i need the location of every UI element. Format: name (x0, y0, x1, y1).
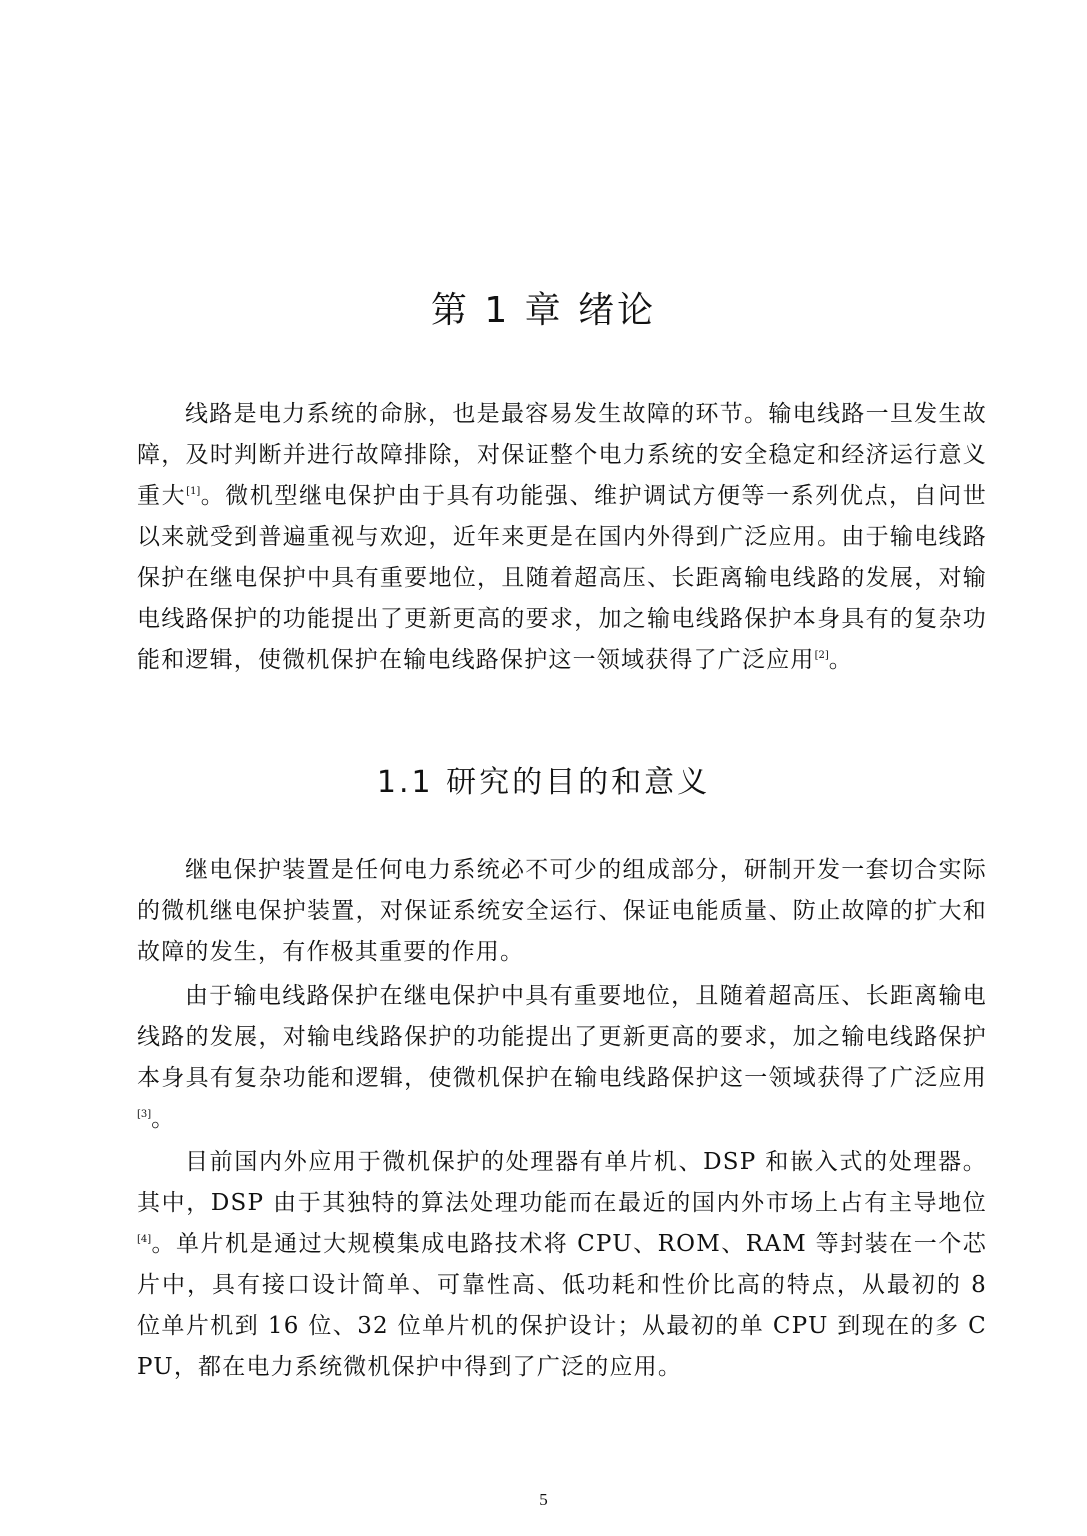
intro-text-1: 线路是电力系统的命脉，也是最容易发生故障的环节。输电线路一旦发生故障，及时判断并进行故障排除，对保证整个电力系统的安全稳定和经济运行意义重大 (137, 401, 987, 509)
intro-text-3: 。 (828, 647, 853, 673)
section-paragraph-3 (137, 1142, 987, 1388)
section-paragraph-2-text: 由于输电线路保护在继电保护中具有重要地位，且随着超高压、长距离输电线路的发展，对输电线路保护的功能提出了更新更高的要求，加之输电线路保护本身具有复杂功能和逻辑，使微机保护在输电线路保护这一领域获得了广泛应用 (137, 983, 987, 1091)
citation-2: [2] (814, 650, 829, 661)
citation-1: [1] (186, 486, 201, 497)
intro-paragraph (137, 394, 987, 681)
page-number: 5 (539, 1490, 548, 1509)
section-paragraph-3-text-1: 目前国内外应用于微机保护的处理器有单片机、DSP 和嵌入式的处理器。其中，DSP 由于其独特的算法处理功能而在最近的国内外市场上占有主导地位 (137, 1149, 987, 1216)
intro-text-2: 。微机型继电保护由于具有功能强、维护调试方便等一系列优点，自问世以来就受到普遍重视与欢迎，近年来更是在国内外得到广泛应用。由于输电线路保护在继电保护中具有重要地位，且随着超高压、长距离输电线路的发展，对输电线路保护的功能提出了更新更高的要求，加之输电线路保护本身具有的复杂功能和逻辑，使微机保护在输电线路保护这一领域获得了广泛应用 (137, 483, 987, 673)
section-paragraph-2-end: 。 (151, 1106, 176, 1132)
chapter-title: 第 1 章 绪论 (430, 290, 657, 331)
citation-3: [3] (137, 1109, 152, 1120)
citation-4: [4] (137, 1234, 152, 1245)
section-title: 1.1 研究的目的和意义 (376, 765, 711, 800)
section-paragraph-2 (137, 976, 987, 1140)
section-paragraph-1: 继电保护装置是任何电力系统必不可少的组成部分，研制开发一套切合实际的微机继电保护装置，对保证系统安全运行、保证电能质量、防止故障的扩大和故障的发生，有作极其重要的作用。 (137, 857, 987, 965)
section-paragraph-3-text-2: 。单片机是通过大规模集成电路技术将 CPU、ROM、RAM 等封装在一个芯片中，具有接口设计简单、可靠性高、低功耗和性价比高的特点，从最初的 8 位单片机到 16 位、32 位单片机的保护设计；从最初的单 CPU 到现在的多 CPU，都在电力系统微机保护中得到了广泛的应用。 (137, 1231, 987, 1380)
